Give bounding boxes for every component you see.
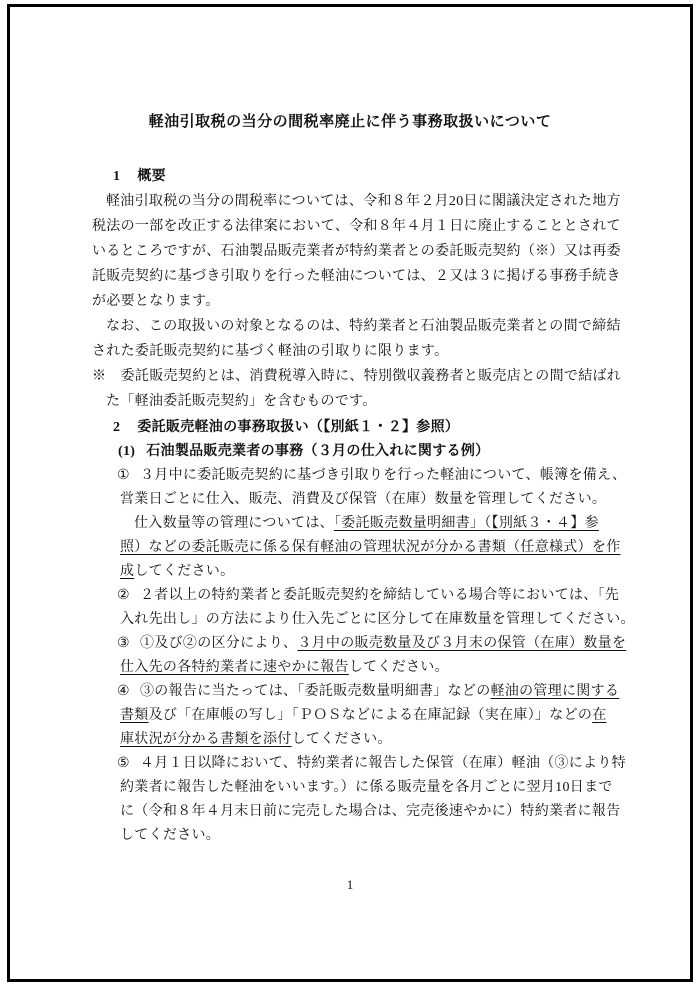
text-segment: 約業者に報告した軽油をいいます。）に係る販売量を各月ごとに翌月10日まで [120, 780, 613, 795]
item-number: ⑤ [117, 756, 130, 771]
text-segment: いるところですが、石油製品販売業者が特約業者との委託販売契約（※）又は再委 [92, 244, 621, 259]
page-number: 1 [346, 877, 354, 892]
text-segment: 託販売契約に基づき引取りを行った軽油については、２又は３に掲げる事務手続き [92, 269, 621, 284]
text-line [92, 339, 632, 364]
text-segment: 仕入数量等の管理については、 [134, 516, 334, 531]
item-number: ② [117, 588, 130, 603]
text-segment: 軽油引取税の当分の間税率については、令和８年２月20日に閣議決定された地方 [106, 194, 621, 209]
section2-subheading [92, 440, 632, 464]
text-line [92, 289, 632, 314]
text-line [92, 536, 632, 560]
section2-body [92, 464, 635, 848]
underlined-text: 在 [592, 708, 607, 723]
text-segment: 税法の一部を改正する法律案において、令和８年４月１日に廃止することとされて [92, 219, 621, 234]
section-overview [92, 164, 632, 414]
section2-heading-label: 委託販売軽油の事務取扱い（【別紙１・２】参照） [137, 420, 460, 435]
text-line [92, 776, 632, 800]
underlined-text: ３月中の販売数量及び３月末の保管（在庫）数量を [297, 636, 627, 651]
section1-heading [92, 164, 632, 189]
section1-body [92, 189, 632, 414]
text-line [92, 214, 632, 239]
item-number: ④ [117, 684, 130, 699]
text-line [92, 389, 632, 414]
text-segment: ③の報告に当たっては、「委託販売数量明細書」などの [140, 684, 491, 699]
text-segment: 入れ先出し」の方法により仕入先ごとに区分して在庫数量を管理してください。 [120, 612, 635, 627]
underlined-text: 照）などの委託販売に係る保有軽油の管理状況が分かる書類（任意様式）を作 [120, 540, 621, 555]
text-line [92, 752, 632, 776]
underlined-text: 「委託販売数量明細書」（【別紙３・４】参 [333, 516, 599, 531]
text-line [92, 704, 632, 728]
text-segment: た「軽油委託販売契約」を含むものです。 [106, 394, 377, 409]
text-line [92, 656, 632, 680]
text-line [92, 189, 632, 214]
text-line [92, 824, 632, 848]
text-line [92, 608, 635, 632]
text-line [92, 584, 632, 608]
text-segment: してください。 [348, 660, 449, 675]
text-segment: ４月１日以降において、特約業者に報告した保管（在庫）軽油（③により特 [140, 756, 626, 771]
text-line [92, 560, 632, 584]
text-segment: なお、この取扱いの対象となるのは、特約業者と石油製品販売業者との間で締結 [106, 319, 621, 334]
item-number: ③ [117, 636, 130, 651]
text-segment: が必要となります。 [92, 294, 220, 309]
text-segment: 営業日ごとに仕入、販売、消費及び保管（在庫）数量を管理してください。 [120, 492, 607, 507]
text-line [92, 488, 632, 512]
text-segment: ①及び②の区分により、 [140, 636, 298, 651]
text-line [92, 364, 632, 389]
text-segment: に（令和８年４月末日前に完売した場合は、完売後速やかに）特約業者に報告 [120, 804, 621, 819]
underlined-text: 書類 [120, 708, 149, 723]
underlined-text: 軽油の管理に関する [490, 684, 620, 699]
text-line [92, 512, 632, 536]
text-segment: ※ 委託販売契約とは、消費税導入時に、特別徴収義務者と販売店との間で結ばれ [92, 369, 622, 384]
text-line [92, 314, 632, 339]
text-segment: 及び「在庫帳の写し」「ＰＯＳなどによる在庫記録（実在庫）」などの [148, 708, 593, 723]
text-segment: してください。 [120, 828, 221, 843]
section2-sub-number: (1) [118, 444, 136, 459]
text-line [92, 632, 632, 656]
section2-number: 2 [113, 420, 121, 435]
underlined-text: 庫状況が分かる書類を添付 [120, 732, 292, 747]
text-segment: してください。 [134, 564, 235, 579]
text-segment: ３月中に委託販売契約に基づき引取りを行った軽油について、帳簿を備え、 [140, 468, 627, 483]
section1-number: 1 [113, 169, 121, 184]
document-title: 軽油引取税の当分の間税率廃止に伴う事務取扱いについて [148, 114, 552, 130]
text-line [92, 239, 632, 264]
text-line [92, 264, 632, 289]
text-line [92, 680, 632, 704]
section2-heading [92, 416, 632, 440]
section1-heading-label: 概要 [137, 169, 166, 184]
text-line [92, 464, 632, 488]
section2-subheading-label: 石油製品販売業者の事務（３月の仕入れに関する例） [146, 444, 490, 459]
text-line [92, 800, 632, 824]
text-line [92, 728, 632, 752]
section-procedures [92, 416, 635, 848]
text-segment: してください。 [291, 732, 392, 747]
underlined-text: 仕入先の各特約業者に速やかに報告 [120, 660, 349, 675]
underlined-text: 成 [120, 564, 135, 579]
text-segment: された委託販売契約に基づく軽油の引取りに限ります。 [92, 344, 449, 359]
text-segment: ２者以上の特約業者と委託販売契約を締結している場合等においては、「先 [140, 588, 620, 603]
item-number: ① [117, 468, 130, 483]
